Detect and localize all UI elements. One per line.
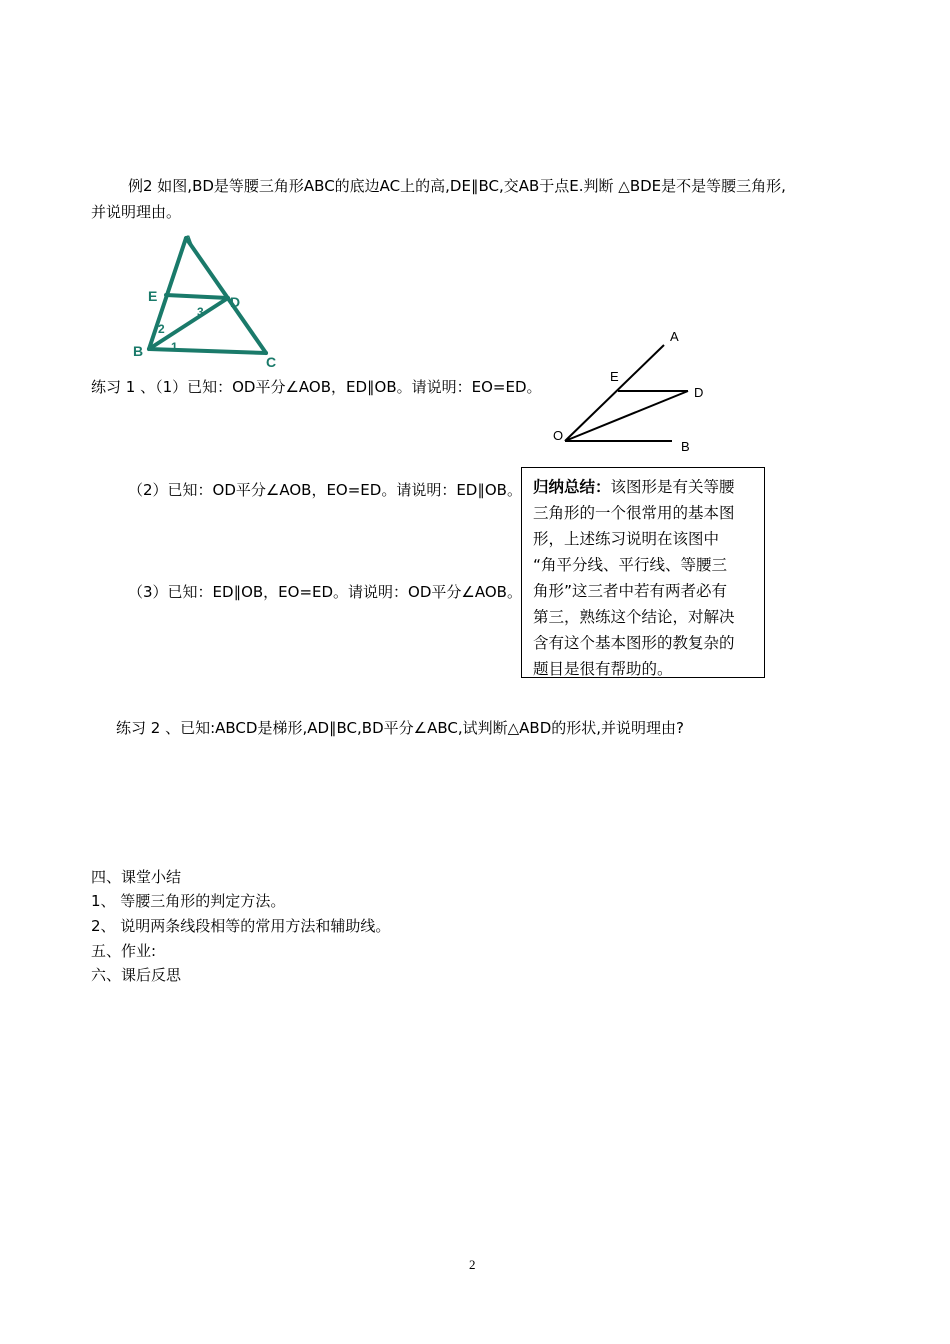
exercise2-text: 练习 2 、已知:ABCD是梯形,AD∥BC,BD平分∠ABC,试判断△ABD的形状,并说明理由? (116, 719, 684, 737)
section5-title: 五、作业: (91, 942, 157, 960)
label-e: E (610, 369, 619, 384)
example2-line1: 例2 如图,BD是等腰三角形ABC的底边AC上的高,DE∥BC,交AB于点E.判断 △BDE是不是等腰三角形, (128, 177, 786, 195)
section6-title: 六、课后反思 (91, 966, 182, 984)
summary-line: 第三，熟练这个结论，对解决 (533, 608, 735, 626)
summary-line: 角形”这三者中若有两者必有 (533, 582, 728, 600)
page-number: 2 (469, 1257, 476, 1272)
label-d: D (230, 294, 241, 310)
section4-title: 四、课堂小结 (91, 868, 182, 886)
label-d: D (694, 385, 704, 400)
summary-line: 形，上述练习说明在该图中 (533, 530, 720, 548)
label-o: O (553, 428, 564, 443)
segment-od (565, 391, 688, 441)
label-a: A (670, 329, 679, 344)
example2-line2: 并说明理由。 (91, 203, 182, 221)
label-c: C (266, 354, 277, 370)
exercise1-q3: （3）已知：ED∥OB，EO=ED。请说明：OD平分∠AOB。 (128, 583, 522, 601)
side-bc (149, 349, 266, 353)
angle-3-label: 3 (197, 305, 204, 319)
triangle-figure (128, 228, 288, 373)
label-b: B (681, 439, 690, 454)
summary-box (521, 467, 765, 678)
label-b: B (133, 343, 144, 359)
summary-heading: 归纳总结： (533, 478, 611, 496)
exercise1-q2: （2）已知：OD平分∠AOB，EO=ED。请说明：ED∥OB。 (128, 481, 522, 499)
summary-line: 三角形的一个很常用的基本图 (533, 504, 735, 522)
label-a: A (183, 232, 194, 248)
segment-ed (166, 295, 228, 298)
exercise1-q1: 练习 1 、（1）已知：OD平分∠AOB，ED∥OB。请说明：EO=ED。 (91, 378, 542, 396)
angle-bisector-figure (548, 325, 708, 455)
label-e: E (148, 288, 158, 304)
summary-line: 含有这个基本图形的教复杂的 (533, 634, 735, 652)
ray-oa (565, 345, 664, 441)
section4-item1: 1、 等腰三角形的判定方法。 (91, 892, 286, 910)
section4-item2: 2、 说明两条线段相等的常用方法和辅助线。 (91, 917, 391, 935)
angle-1-label: 1 (171, 340, 178, 354)
summary-line: “角平分线、平行线、等腰三 (533, 556, 728, 574)
summary-line: 该图形是有关等腰 (610, 478, 735, 496)
summary-line: 题目是很有帮助的。 (533, 660, 673, 678)
angle-2-label: 2 (158, 322, 165, 336)
